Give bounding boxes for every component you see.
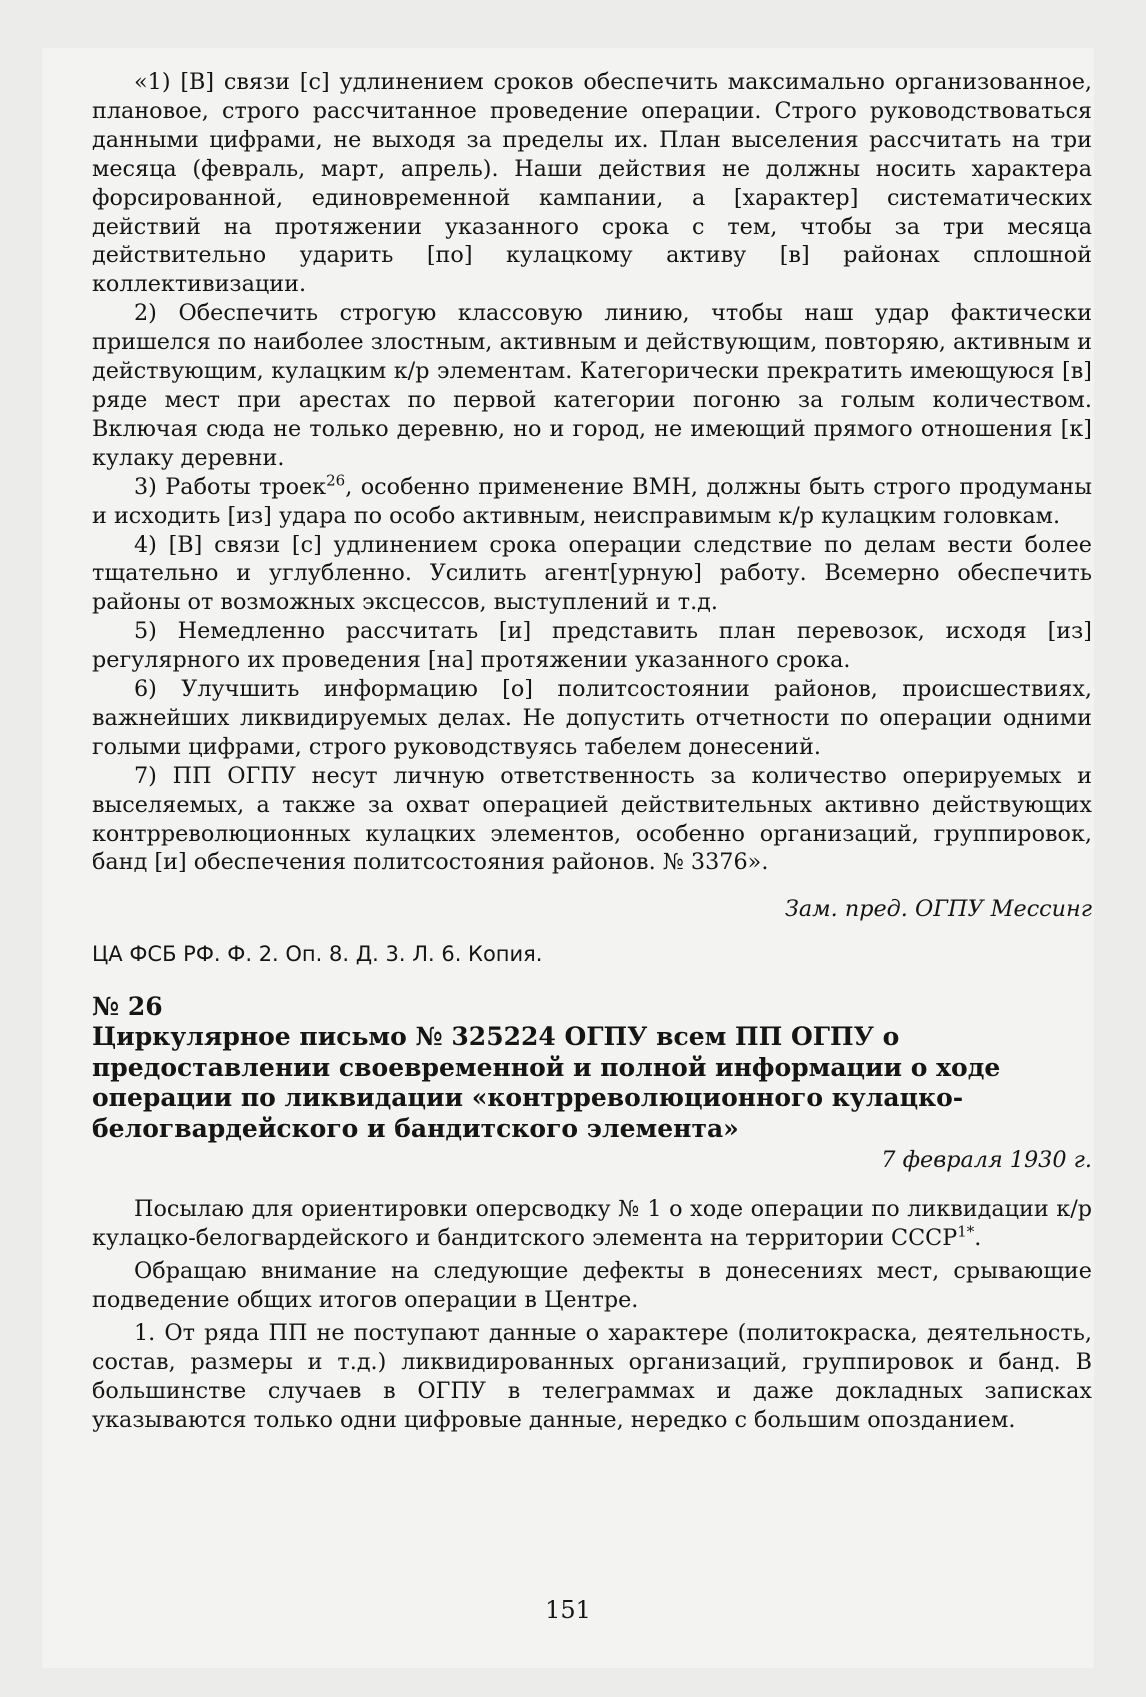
- document-date: 7 февраля 1930 г.: [881, 1147, 1092, 1174]
- body-paragraph-1-text: Посылаю для ориентировки оперсводку № 1 о ходе операции по ликвидации к/р кулацко-белогвардейского и бандитского элемента на территории СССР: [92, 1196, 1092, 1252]
- footnote-ref-26: 26: [326, 471, 346, 490]
- page: [42, 48, 1094, 1668]
- signature: Зам. пред. ОГПУ Мессинг: [785, 896, 1092, 923]
- paragraph-5: 5) Немедленно рассчитать [и] представить план перевозок, исходя [из] регулярного их проведения [на] протяжении указанного срока.: [92, 618, 1092, 674]
- document-number: № 26: [92, 992, 163, 1022]
- body-paragraph-1: [92, 1195, 1092, 1253]
- page-number: 151: [545, 1596, 591, 1624]
- paragraph-3: [92, 473, 1092, 531]
- document-title: Циркулярное письмо № 325224 ОГПУ всем ПП ОГПУ о предоставлении своевременной и полной информации о ходе операции по ликвидации «контрреволюционного кулацко-белогвардейского и бандитского элемента»: [92, 1022, 1001, 1143]
- paragraph-6: 6) Улучшить информацию [о] политсостоянии районов, происшествиях, важнейших ликвидируемых делах. Не допустить отчетности по операции одними голыми цифрами, строго руководствуясь табелем донесений.: [92, 676, 1092, 760]
- paragraph-3-start: 3) Работы троек: [134, 473, 327, 500]
- body-paragraph-3: 1. От ряда ПП не поступают данные о характере (политокраска, деятельность, состав, размеры и т.д.) ликвидированных организаций, группировок и банд. В большинстве случаев в ОГПУ в телеграммах и даже докладных записках указываются только одни цифровые данные, нередко с большим опозданием.: [92, 1319, 1092, 1433]
- paragraph-3-end: , особенно применение ВМН, должны быть строго продуманы и исходить [из] удара по особо активным, неисправимым к/р кулацким головкам.: [92, 473, 1092, 529]
- body-paragraph-1-tail: .: [974, 1225, 982, 1252]
- page-text: [92, 68, 1092, 1434]
- archive-reference: ЦА ФСБ РФ. Ф. 2. Оп. 8. Д. 3. Л. 6. Копия.: [92, 942, 543, 967]
- paragraph-1: «1) [В] связи [с] удлинением сроков обеспечить максимально организованное, плановое, строго рассчитанное проведение операции. Строго руководствоваться данными цифрами, не выходя за пределы их. План выселения рассчитать на три месяца (февраль, март, апрель). Наши действия не должны носить характера форсированной, единовременной кампании, а [характер] систематических действий на протяжении указанного срока с тем, чтобы за три месяца действительно ударить [по] кулацкому активу [в] районах сплошной коллективизации.: [92, 69, 1092, 298]
- body-paragraph-2: Обращаю внимание на следующие дефекты в донесениях мест, срывающие подведение общих итогов операции в Центре.: [92, 1258, 1092, 1313]
- paragraph-4: 4) [В] связи [с] удлинением срока операции следствие по делам вести более тщательно и углубленно. Усилить агент[урную] работу. Всемерно обеспечить районы от возможных эксцессов, выступлений и т.д.: [92, 531, 1092, 616]
- paragraph-2: 2) Обеспечить строгую классовую линию, чтобы наш удар фактически пришелся по наиболее злостным, активным и действующим, повторяю, активным и действующим, кулацким к/р элементам. Категорически прекратить имеющуюся [в] ряде мест при арестах по первой категории погоню за голым количеством. Включая сюда не только деревню, но и город, не имеющий прямого отношения [к] кулаку деревни.: [92, 300, 1092, 471]
- footnote-ref-1: 1*: [957, 1222, 975, 1241]
- paragraph-7: 7) ПП ОГПУ несут личную ответственность за количество оперируемых и выселяемых, а также за охват операцией действительных активно действующих контрреволюционных кулацких элементов, особенно организаций, группировок, банд [и] обеспечения политсостояния районов. № 3376».: [92, 762, 1092, 876]
